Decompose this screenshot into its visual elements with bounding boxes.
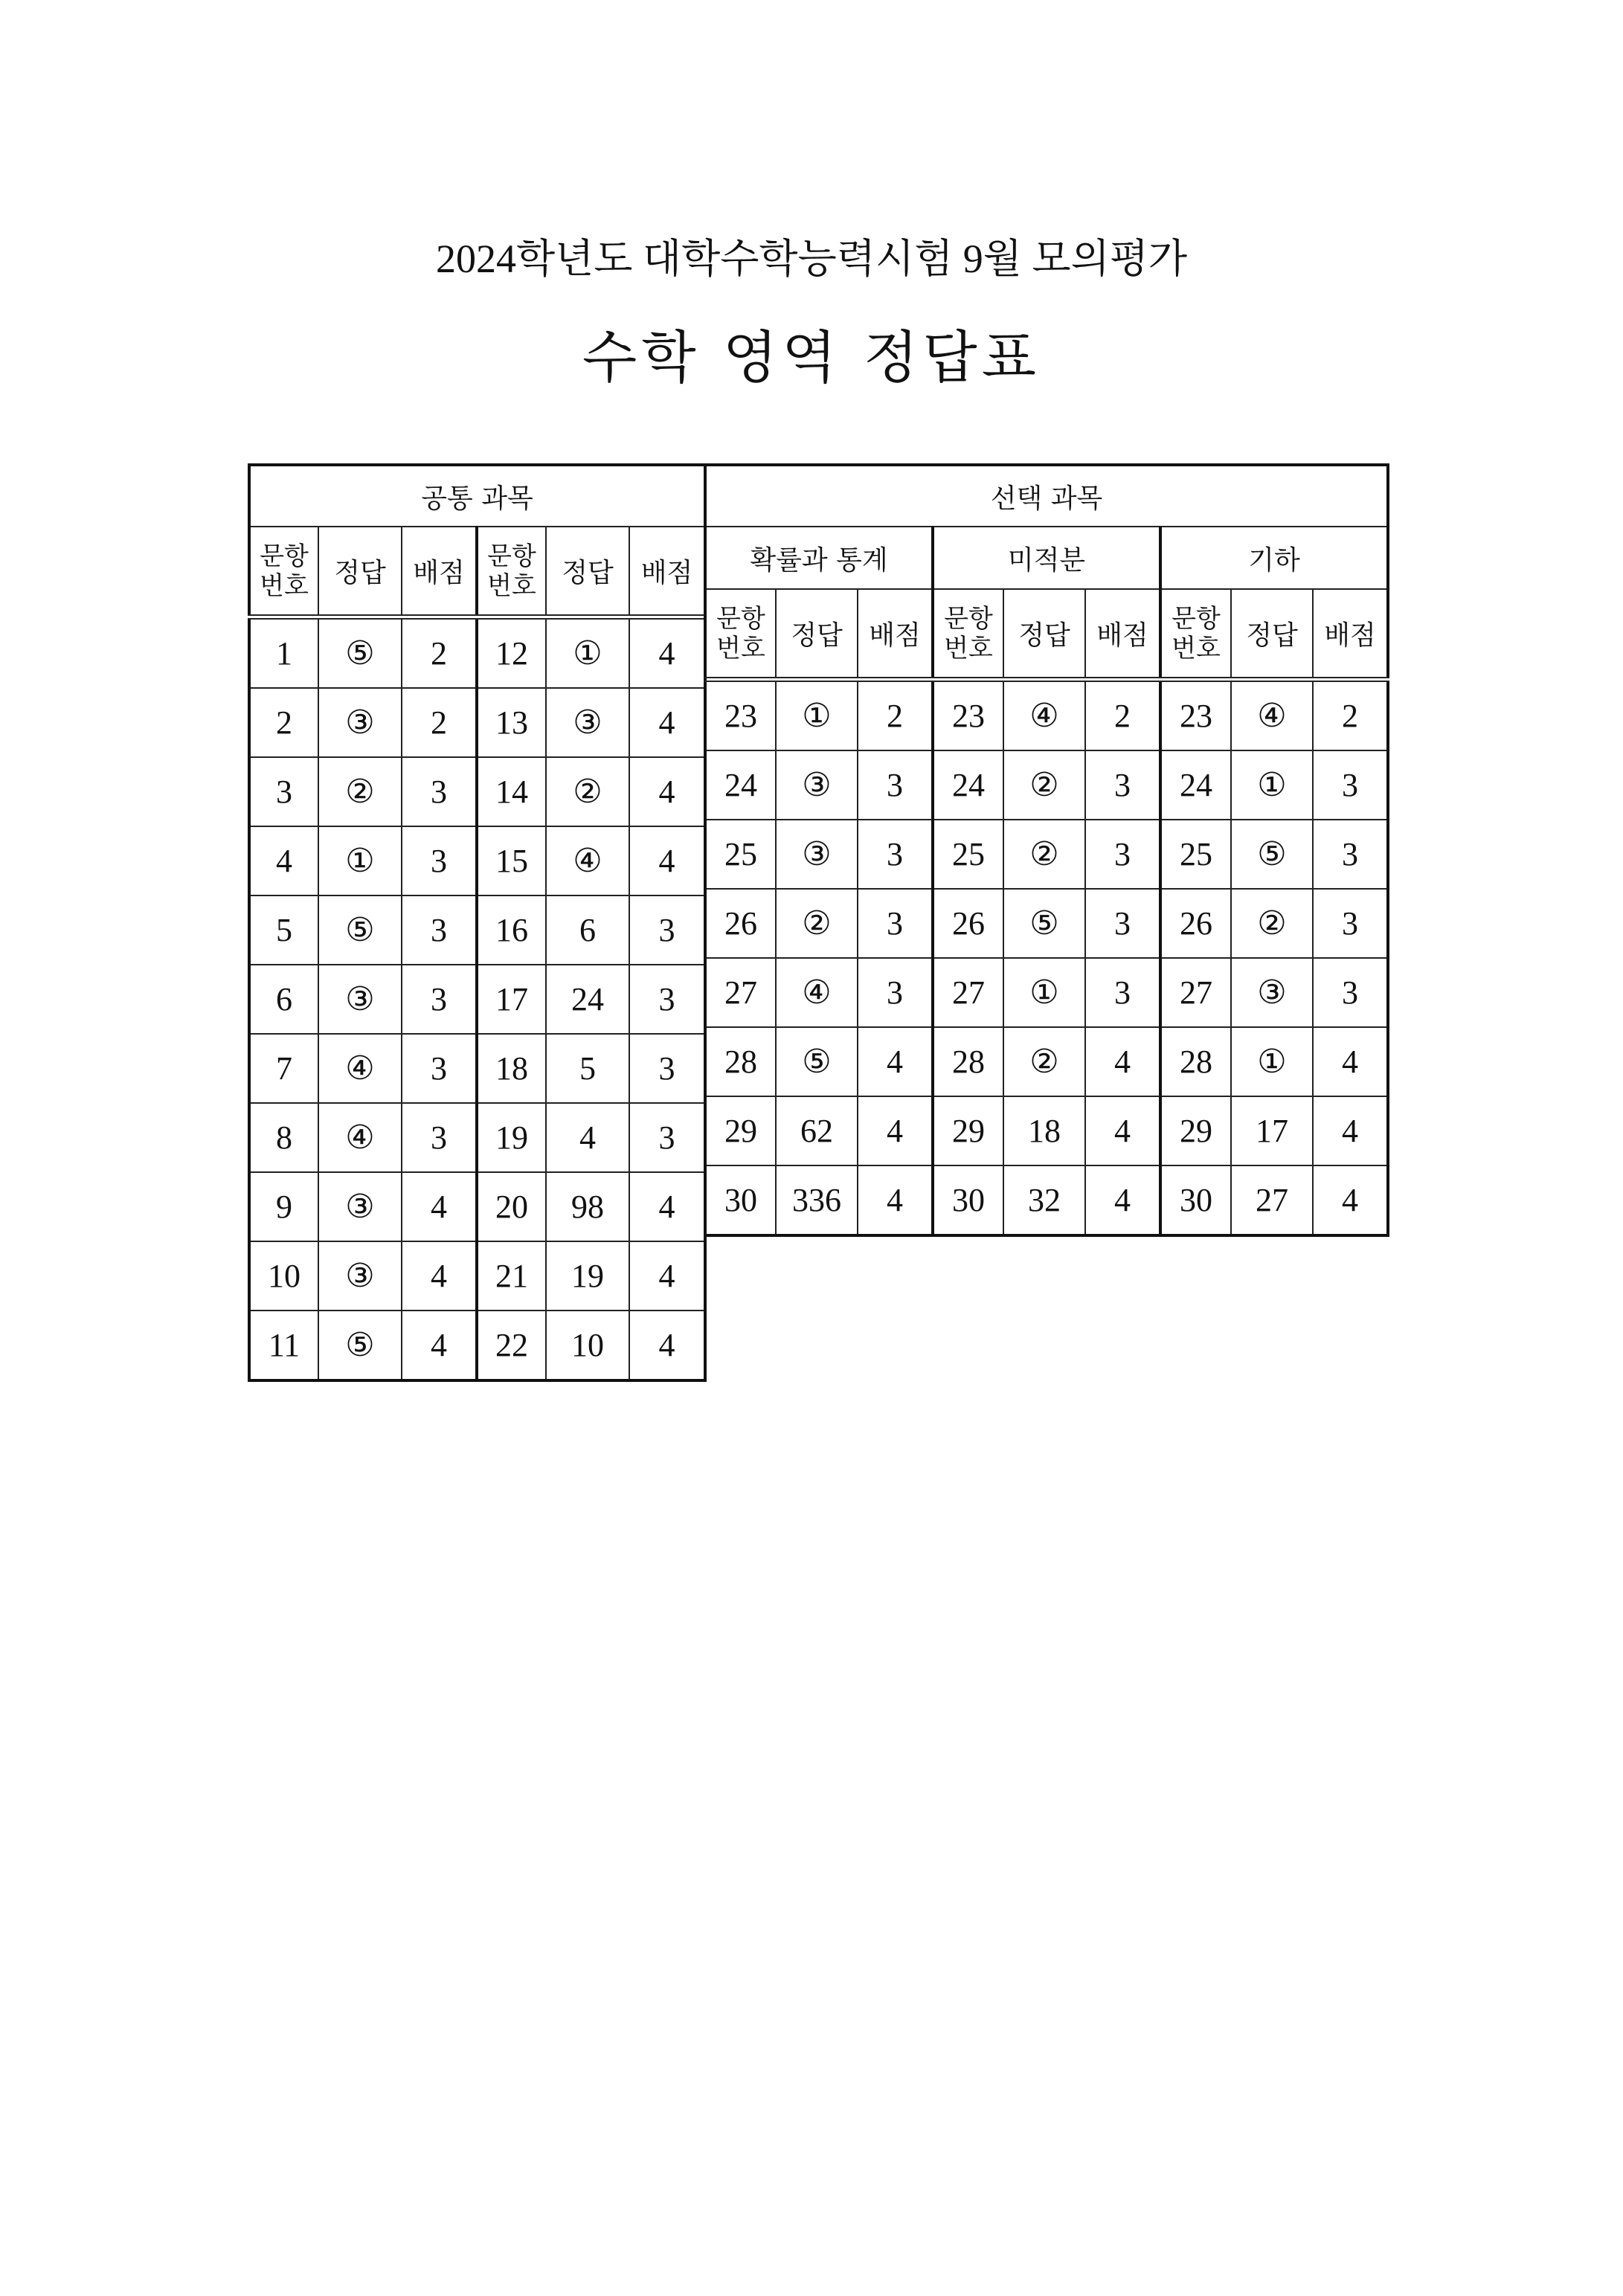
- question-number: 28: [1160, 1027, 1231, 1096]
- question-number: 9: [249, 1172, 318, 1241]
- answer: ③: [318, 1172, 402, 1241]
- points: 4: [402, 1172, 477, 1241]
- elective-subject-table: [704, 463, 1389, 1237]
- points: 2: [1085, 680, 1160, 751]
- table-row: [249, 1034, 705, 1103]
- table-row: [705, 820, 1388, 889]
- column-header: [933, 589, 1003, 680]
- question-number: 30: [705, 1165, 776, 1235]
- points: 3: [402, 1034, 477, 1103]
- subject-header: 확률과 통계: [705, 527, 933, 589]
- table-row: [249, 895, 705, 965]
- points: 2: [402, 688, 477, 757]
- answer: ⑤: [1231, 820, 1313, 889]
- question-number: 14: [477, 757, 546, 826]
- question-number: 29: [1160, 1096, 1231, 1165]
- question-number: 26: [933, 889, 1003, 958]
- answer: ①: [1003, 958, 1085, 1027]
- question-number: 25: [705, 820, 776, 889]
- answer: ④: [1003, 680, 1085, 751]
- points: 3: [1313, 820, 1388, 889]
- answer: ③: [776, 820, 858, 889]
- answer: ②: [1003, 750, 1085, 820]
- answer: 98: [546, 1172, 629, 1241]
- elective-subject-header: 선택 과목: [705, 465, 1388, 527]
- column-header: 정답: [776, 589, 858, 680]
- column-header: 배점: [402, 527, 477, 617]
- answer: 336: [776, 1165, 858, 1235]
- points: 4: [1085, 1096, 1160, 1165]
- question-number: 5: [249, 895, 318, 965]
- question-number: 6: [249, 965, 318, 1034]
- points: 4: [629, 826, 705, 895]
- question-number: 13: [477, 688, 546, 757]
- question-number: 4: [249, 826, 318, 895]
- answer: ④: [776, 958, 858, 1027]
- question-number: 25: [933, 820, 1003, 889]
- question-number: 18: [477, 1034, 546, 1103]
- answer: ③: [318, 965, 402, 1034]
- answer: 19: [546, 1241, 629, 1311]
- question-number: 1: [249, 617, 318, 689]
- points: 3: [858, 820, 933, 889]
- answer: 17: [1231, 1096, 1313, 1165]
- points: 3: [402, 895, 477, 965]
- question-number: 3: [249, 757, 318, 826]
- answer: ③: [318, 688, 402, 757]
- common-subject-table: [248, 463, 707, 1382]
- answer: ④: [1231, 680, 1313, 751]
- points: 3: [402, 965, 477, 1034]
- points: 3: [629, 1103, 705, 1172]
- points: 3: [1085, 820, 1160, 889]
- answer: 24: [546, 965, 629, 1034]
- question-number: 15: [477, 826, 546, 895]
- points: 3: [402, 757, 477, 826]
- question-number: 19: [477, 1103, 546, 1172]
- question-number: 27: [705, 958, 776, 1027]
- answer: ②: [318, 757, 402, 826]
- common-subject-header: 공통 과목: [249, 465, 705, 527]
- answer: ②: [776, 889, 858, 958]
- answer: ③: [546, 688, 629, 757]
- answer: ④: [318, 1034, 402, 1103]
- points: 3: [858, 750, 933, 820]
- column-header-label: 문항 번호: [944, 603, 993, 663]
- points: 3: [1085, 889, 1160, 958]
- column-header: [1160, 589, 1231, 680]
- question-number: 7: [249, 1034, 318, 1103]
- question-number: 24: [933, 750, 1003, 820]
- column-header: [705, 589, 776, 680]
- column-header: 정답: [318, 527, 402, 617]
- points: 3: [1313, 889, 1388, 958]
- table-row: [249, 617, 705, 689]
- document-subtitle: 수학 영역 정답표: [582, 324, 1041, 390]
- answer: ②: [1003, 820, 1085, 889]
- answer: ⑤: [318, 1311, 402, 1380]
- answer: ②: [1231, 889, 1313, 958]
- points: 3: [1313, 958, 1388, 1027]
- points: 4: [402, 1311, 477, 1380]
- points: 4: [1085, 1165, 1160, 1235]
- question-number: 17: [477, 965, 546, 1034]
- question-number: 26: [705, 889, 776, 958]
- question-number: 28: [705, 1027, 776, 1096]
- points: 3: [858, 958, 933, 1027]
- column-header: 정답: [1003, 589, 1085, 680]
- table-row: [249, 1241, 705, 1311]
- points: 3: [858, 889, 933, 958]
- points: 2: [402, 617, 477, 689]
- points: 3: [402, 1103, 477, 1172]
- answer: ④: [318, 1103, 402, 1172]
- question-number: 24: [705, 750, 776, 820]
- points: 3: [1085, 750, 1160, 820]
- answer: ②: [546, 757, 629, 826]
- column-header-label: 문항 번호: [716, 603, 765, 663]
- question-number: 16: [477, 895, 546, 965]
- answer: ⑤: [776, 1027, 858, 1096]
- answer: ①: [776, 680, 858, 751]
- points: 4: [629, 688, 705, 757]
- table-row: [249, 757, 705, 826]
- points: 4: [1313, 1165, 1388, 1235]
- document-title: 2024학년도 대학수학능력시험 9월 모의평가: [435, 237, 1188, 281]
- subject-header: 기하: [1160, 527, 1388, 589]
- answer: 5: [546, 1034, 629, 1103]
- points: 4: [629, 617, 705, 689]
- question-number: 29: [933, 1096, 1003, 1165]
- table-row: [705, 1096, 1388, 1165]
- answer: ④: [546, 826, 629, 895]
- points: 4: [629, 1311, 705, 1380]
- question-number: 29: [705, 1096, 776, 1165]
- points: 2: [858, 680, 933, 751]
- question-number: 30: [933, 1165, 1003, 1235]
- points: 3: [1085, 958, 1160, 1027]
- column-header-label: 문항 번호: [1172, 603, 1221, 663]
- answer: 10: [546, 1311, 629, 1380]
- points: 4: [1085, 1027, 1160, 1096]
- question-number: 20: [477, 1172, 546, 1241]
- question-number: 23: [705, 680, 776, 751]
- points: 4: [629, 1241, 705, 1311]
- points: 4: [1313, 1096, 1388, 1165]
- column-header: [477, 527, 546, 617]
- question-number: 28: [933, 1027, 1003, 1096]
- points: 4: [858, 1165, 933, 1235]
- answer: ③: [318, 1241, 402, 1311]
- points: 4: [629, 1172, 705, 1241]
- table-row: [249, 1103, 705, 1172]
- column-header: 정답: [1231, 589, 1313, 680]
- answer: 18: [1003, 1096, 1085, 1165]
- answer: 32: [1003, 1165, 1085, 1235]
- question-number: 21: [477, 1241, 546, 1311]
- question-number: 8: [249, 1103, 318, 1172]
- answer: ②: [1003, 1027, 1085, 1096]
- answer: ⑤: [318, 895, 402, 965]
- table-row: [249, 1172, 705, 1241]
- question-number: 27: [1160, 958, 1231, 1027]
- table-row: [705, 1027, 1388, 1096]
- table-row: [249, 826, 705, 895]
- answer: ⑤: [1003, 889, 1085, 958]
- question-number: 24: [1160, 750, 1231, 820]
- points: 4: [858, 1096, 933, 1165]
- table-row: [705, 750, 1388, 820]
- table-row: [249, 688, 705, 757]
- column-header: 배점: [1313, 589, 1388, 680]
- column-header-label: 문항 번호: [487, 541, 536, 601]
- question-number: 25: [1160, 820, 1231, 889]
- column-header: 배점: [629, 527, 705, 617]
- points: 3: [629, 1034, 705, 1103]
- answer: 4: [546, 1103, 629, 1172]
- question-number: 22: [477, 1311, 546, 1380]
- answer: ①: [1231, 750, 1313, 820]
- table-row: [249, 1311, 705, 1380]
- answer: 62: [776, 1096, 858, 1165]
- question-number: 11: [249, 1311, 318, 1380]
- column-header-label: 문항 번호: [260, 541, 309, 601]
- question-number: 23: [1160, 680, 1231, 751]
- table-row: [705, 1165, 1388, 1235]
- question-number: 12: [477, 617, 546, 689]
- answer: ⑤: [318, 617, 402, 689]
- answer: ①: [1231, 1027, 1313, 1096]
- column-header: 정답: [546, 527, 629, 617]
- table-row: [705, 680, 1388, 751]
- points: 3: [402, 826, 477, 895]
- points: 3: [1313, 750, 1388, 820]
- points: 3: [629, 895, 705, 965]
- column-header: 배점: [858, 589, 933, 680]
- question-number: 10: [249, 1241, 318, 1311]
- answer: ③: [1231, 958, 1313, 1027]
- table-row: [705, 958, 1388, 1027]
- points: 3: [629, 965, 705, 1034]
- question-number: 30: [1160, 1165, 1231, 1235]
- points: 4: [858, 1027, 933, 1096]
- points: 2: [1313, 680, 1388, 751]
- points: 4: [629, 757, 705, 826]
- table-row: [705, 889, 1388, 958]
- column-header: 배점: [1085, 589, 1160, 680]
- question-number: 26: [1160, 889, 1231, 958]
- table-row: [249, 965, 705, 1034]
- subject-header: 미적분: [933, 527, 1160, 589]
- answer: ①: [318, 826, 402, 895]
- answer: 27: [1231, 1165, 1313, 1235]
- question-number: 2: [249, 688, 318, 757]
- question-number: 27: [933, 958, 1003, 1027]
- points: 4: [402, 1241, 477, 1311]
- question-number: 23: [933, 680, 1003, 751]
- answer: ③: [776, 750, 858, 820]
- column-header: [249, 527, 318, 617]
- points: 4: [1313, 1027, 1388, 1096]
- answer: 6: [546, 895, 629, 965]
- answer: ①: [546, 617, 629, 689]
